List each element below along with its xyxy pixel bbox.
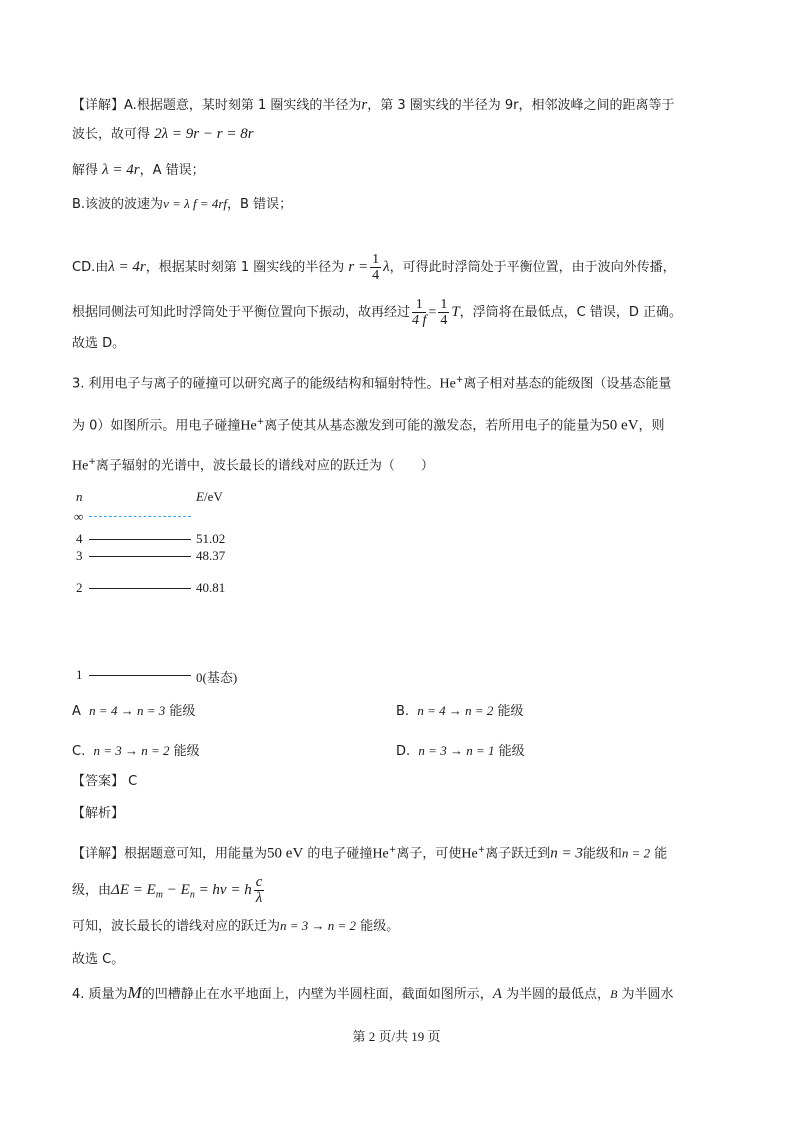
analysis-tag: 【解析】 bbox=[72, 806, 125, 821]
detail-line-1: 【详解】A.根据题意，某时刻第 1 圈实线的半径为r，第 3 圈实线的半径为 9r，相邻波峰之间的距离等于 bbox=[72, 97, 675, 113]
conclusion-line: 故选 D。 bbox=[72, 336, 126, 351]
option-c[interactable]: C. n = 3 → n = 2 能级 bbox=[72, 743, 200, 759]
n-axis-label: n bbox=[76, 489, 83, 504]
option-b[interactable]: B. n = 4 → n = 2 能级 bbox=[396, 703, 524, 719]
page-footer: 第 2 页/共 19 页 bbox=[352, 1029, 441, 1044]
question-3-line-3: He+离子辐射的光谱中，波长最长的谱线对应的跃迁为（ ） bbox=[72, 457, 434, 474]
answer-value: C bbox=[128, 774, 138, 789]
level-1-energy: 0(基态) bbox=[196, 670, 238, 685]
fraction-c-over-lambda: $\frac{c}{\lambda}$ bbox=[255, 874, 263, 906]
option-a[interactable]: A n = 4 → n = 3 能级 bbox=[72, 703, 196, 719]
detail-line-4: B.该波的波速为v = λ f = 4rf，B 错误； bbox=[72, 196, 293, 212]
detail-line-3: 解得 λ = 4r，A 错误； bbox=[72, 162, 205, 178]
detail-line-6: 根据同侧法可知此时浮筒处于平衡位置向下振动，故再经过 $\frac{1}{4 f}$ = $\frac{1}{4}$ T，浮筒将在最低点，C 错误，D 正确。 bbox=[72, 297, 683, 328]
detail-tag: 【详解】 bbox=[72, 98, 125, 113]
level-3-line bbox=[89, 556, 191, 557]
question-3-line-2: 为 0）如图所示。用电子碰撞He+离子使其从基态激发到可能的激发态，若所用电子的能量为50 eV，则 bbox=[72, 417, 665, 434]
analysis-line-1: 【详解】根据题意可知，用能量为50 eV 的电子碰撞He+离子，可使He+离子跃迁到n = 3能级和n = 2 能 bbox=[72, 845, 668, 862]
level-1-n: 1 bbox=[76, 667, 83, 682]
level-4-energy: 51.02 bbox=[196, 531, 226, 546]
level-3-n: 3 bbox=[76, 548, 83, 563]
fraction-1-over-4: $\frac{1}{4}$ bbox=[440, 297, 448, 328]
level-2-line bbox=[89, 588, 191, 589]
level-2-n: 2 bbox=[76, 580, 83, 595]
question-3-line-1: 3. 利用电子与离子的碰撞可以研究离子的能级结构和辐射特性。He+离子相对基态的能级图（设基态能量 bbox=[72, 375, 672, 392]
option-d[interactable]: D. n = 3 → n = 1 能级 bbox=[396, 743, 525, 759]
level-4-line bbox=[89, 539, 191, 540]
level-2-energy: 40.81 bbox=[196, 580, 226, 595]
infinity-label: ∞ bbox=[74, 509, 84, 524]
level-1-line bbox=[89, 675, 191, 676]
level-4-n: 4 bbox=[76, 531, 83, 546]
level-3-energy: 48.37 bbox=[196, 548, 226, 563]
infinity-level-line bbox=[89, 516, 191, 517]
analysis-conclusion: 故选 C。 bbox=[72, 952, 125, 967]
detail-line-2: 波长，故可得 2λ = 9r − r = 8r bbox=[72, 126, 254, 142]
fraction-1-over-4f: $\frac{1}{4 f}$ bbox=[412, 297, 427, 328]
energy-axis-label: E/eV bbox=[196, 489, 223, 504]
detail-line-5: CD.由λ = 4r，根据某时刻第 1 圈实线的半径为 r = $\frac{1}{4}$ λ，可得此时浮筒处于平衡位置，由于波向外传播， bbox=[72, 252, 676, 283]
answer-line bbox=[72, 772, 137, 792]
question-4-line-1: 4. 质量为M的凹槽静止在水平地面上，内壁为半圆柱面，截面如图所示，A 为半圆的最低点，B 为半圆水 bbox=[72, 983, 674, 1002]
answer-tag: 【答案】 bbox=[72, 774, 125, 789]
analysis-line-2: 级，由$\Delta E = E_m - E_n = h\nu = h$ $\frac{c}{\lambda}$ bbox=[72, 874, 263, 906]
analysis-line-3: 可知，波长最长的谱线对应的跃迁为n = 3 → n = 2 能级。 bbox=[72, 918, 400, 934]
fraction-quarter: $\frac{1}{4}$ bbox=[372, 252, 380, 283]
